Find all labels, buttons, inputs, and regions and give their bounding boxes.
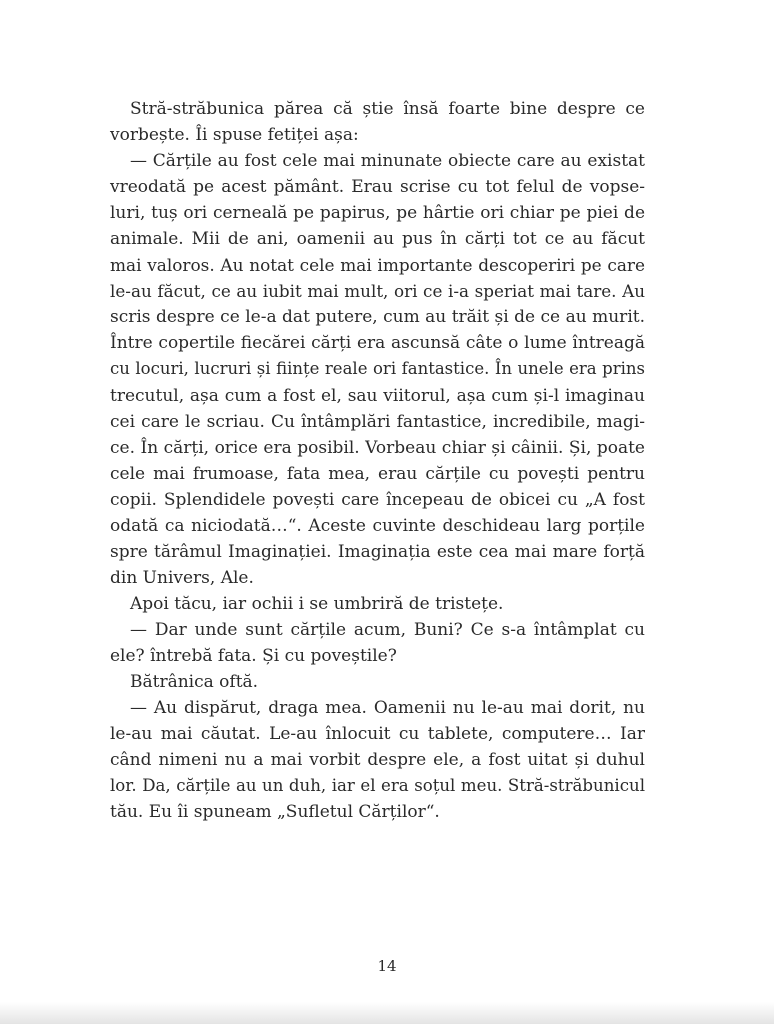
- text-line: spre tărâmul Imaginației. Imaginația este cea mai mare forță: [110, 541, 645, 562]
- text-line: cu locuri, lucruri și ființe reale ori fantastice. În unele era prins: [110, 359, 645, 379]
- page-body-text: [110, 96, 645, 825]
- text-line: mai valoros. Au notat cele mai importante descoperiri pe care: [110, 255, 645, 276]
- text-line: copii. Splendidele povești care începeau de obicei cu „A fost: [110, 489, 645, 510]
- text-line: Stră-străbunica părea că știe însă foarte bine despre ce: [130, 99, 645, 119]
- text-line: luri, tuș ori cerneală pe papirus, pe hârtie ori chiar pe piei de: [110, 203, 645, 224]
- text-line: Bătrânica oftă.: [130, 672, 259, 693]
- text-line: trecutul, așa cum a fost el, sau viitorul, așa cum și-l imaginau: [110, 385, 645, 406]
- text-line: Apoi tăcu, iar ochii i se umbriră de tristețe.: [130, 593, 504, 614]
- text-line: tău. Eu îi spuneam „Sufletul Cărților“.: [110, 802, 440, 823]
- text-line: ce. În cărți, orice era posibil. Vorbeau chiar și câinii. Și, poate: [110, 437, 645, 458]
- text-line: scris despre ce le-a dat putere, cum au trăit și de ce au murit.: [110, 307, 645, 328]
- text-line: vorbește. Îi spuse fetiței așa:: [110, 125, 359, 146]
- text-line: vreodată pe acest pământ. Erau scrise cu tot felul de vopse-: [110, 177, 645, 198]
- text-line: — Au dispărut, draga mea. Oamenii nu le-au mai dorit, nu: [130, 698, 645, 719]
- text-line: ele? întrebă fata. Și cu poveștile?: [110, 645, 397, 666]
- text-line: le-au mai căutat. Le-au înlocuit cu tablete, computere… Iar: [110, 724, 645, 745]
- text-line: le-au făcut, ce au iubit mai mult, ori ce i-a speriat mai tare. Au: [110, 281, 645, 302]
- text-line: odată ca niciodată…“. Aceste cuvinte deschideau larg porțile: [110, 515, 645, 536]
- text-line: — Cărțile au fost cele mai minunate obiecte care au existat: [130, 151, 645, 172]
- text-line: animale. Mii de ani, oamenii au pus în cărți tot ce au făcut: [110, 229, 645, 250]
- page-number: 14: [377, 957, 397, 975]
- text-line: lor. Da, cărțile au un duh, iar el era soțul meu. Stră-străbunicul: [110, 776, 645, 796]
- scan-bottom-shadow: [0, 1002, 774, 1024]
- text-line: cele mai frumoase, fata mea, erau cărțile cu povești pentru: [110, 463, 645, 484]
- text-line: când nimeni nu a mai vorbit despre ele, a fost uitat și duhul: [110, 750, 645, 771]
- text-line: din Univers, Ale.: [110, 567, 254, 588]
- text-line: Între copertile fiecărei cărți era ascunsă câte o lume întreagă: [110, 333, 645, 354]
- text-line: — Dar unde sunt cărțile acum, Buni? Ce s-a întâmplat cu: [130, 619, 645, 640]
- text-line: cei care le scriau. Cu întâmplări fantastice, incredibile, magi-: [110, 411, 645, 432]
